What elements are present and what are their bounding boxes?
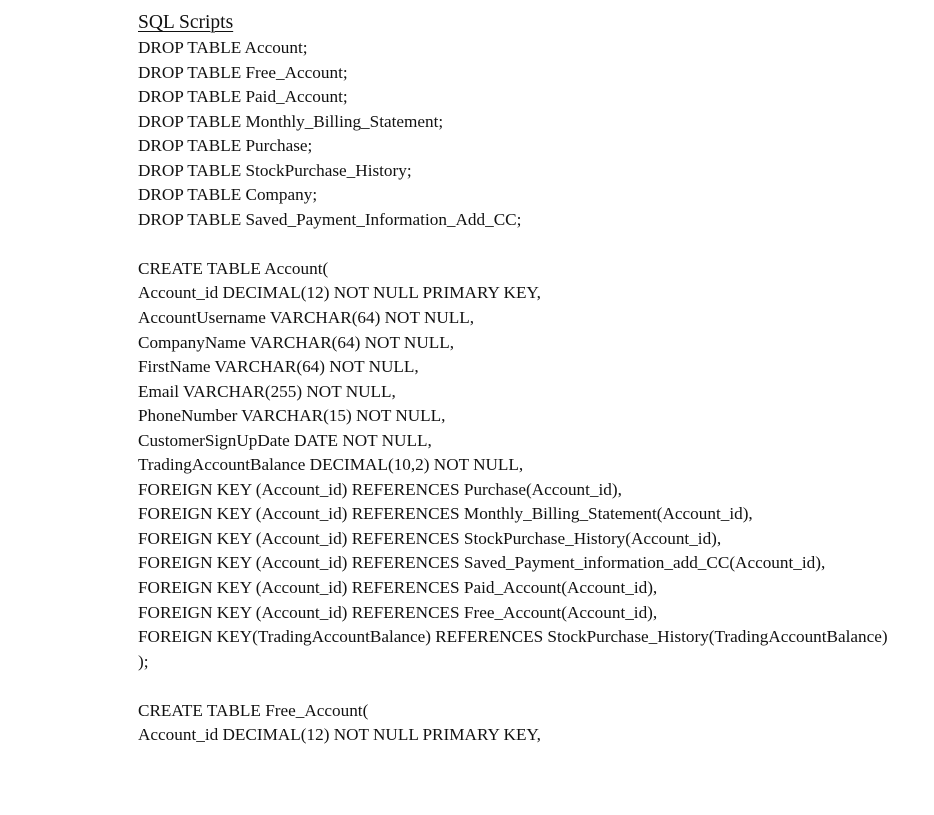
sql-line: Account_id DECIMAL(12) NOT NULL PRIMARY KEY, bbox=[138, 725, 541, 745]
sql-line: PhoneNumber VARCHAR(15) NOT NULL, bbox=[138, 406, 446, 426]
drop-statements-block bbox=[138, 36, 918, 232]
sql-line: DROP TABLE StockPurchase_History; bbox=[138, 160, 412, 180]
sql-line: FOREIGN KEY (Account_id) REFERENCES Monthly_Billing_Statement(Account_id), bbox=[138, 504, 753, 524]
blank-line bbox=[138, 674, 918, 699]
sql-line: FOREIGN KEY (Account_id) REFERENCES StockPurchase_History(Account_id), bbox=[138, 528, 722, 548]
sql-line: DROP TABLE Company; bbox=[138, 185, 318, 205]
document-page bbox=[138, 10, 918, 748]
sql-line: FirstName VARCHAR(64) NOT NULL, bbox=[138, 357, 419, 377]
sql-line: DROP TABLE Purchase; bbox=[138, 136, 313, 156]
document-heading: SQL Scripts bbox=[138, 12, 234, 33]
sql-line: AccountUsername VARCHAR(64) NOT NULL, bbox=[138, 308, 475, 328]
sql-line: DROP TABLE Account; bbox=[138, 38, 308, 57]
sql-line: FOREIGN KEY (Account_id) REFERENCES Purchase(Account_id), bbox=[138, 479, 622, 499]
sql-line: FOREIGN KEY (Account_id) REFERENCES Saved_Payment_information_add_CC(Account_id), bbox=[138, 553, 826, 573]
sql-line: DROP TABLE Saved_Payment_Information_Add_CC; bbox=[138, 209, 522, 229]
sql-line: DROP TABLE Free_Account; bbox=[138, 62, 348, 82]
sql-line: Account_id DECIMAL(12) NOT NULL PRIMARY KEY, bbox=[138, 283, 541, 303]
sql-line: TradingAccountBalance DECIMAL(10,2) NOT NULL, bbox=[138, 455, 524, 475]
sql-line: CREATE TABLE Free_Account( bbox=[138, 700, 369, 720]
blank-line bbox=[138, 232, 918, 257]
sql-line: CustomerSignUpDate DATE NOT NULL, bbox=[138, 430, 432, 450]
sql-line: CREATE TABLE Account( bbox=[138, 258, 329, 278]
sql-line: DROP TABLE Monthly_Billing_Statement; bbox=[138, 111, 444, 131]
create-free-account-block bbox=[138, 699, 918, 748]
sql-line: DROP TABLE Paid_Account; bbox=[138, 87, 348, 107]
sql-line: Email VARCHAR(255) NOT NULL, bbox=[138, 381, 396, 401]
sql-line: CompanyName VARCHAR(64) NOT NULL, bbox=[138, 332, 455, 352]
create-account-block bbox=[138, 257, 918, 674]
sql-line: FOREIGN KEY (Account_id) REFERENCES Paid_Account(Account_id), bbox=[138, 578, 658, 598]
sql-line: FOREIGN KEY (Account_id) REFERENCES Free_Account(Account_id), bbox=[138, 602, 658, 622]
sql-line: FOREIGN KEY(TradingAccountBalance) REFERENCES StockPurchase_History(TradingAccountBalance) bbox=[138, 627, 888, 647]
sql-line: ); bbox=[138, 651, 149, 671]
